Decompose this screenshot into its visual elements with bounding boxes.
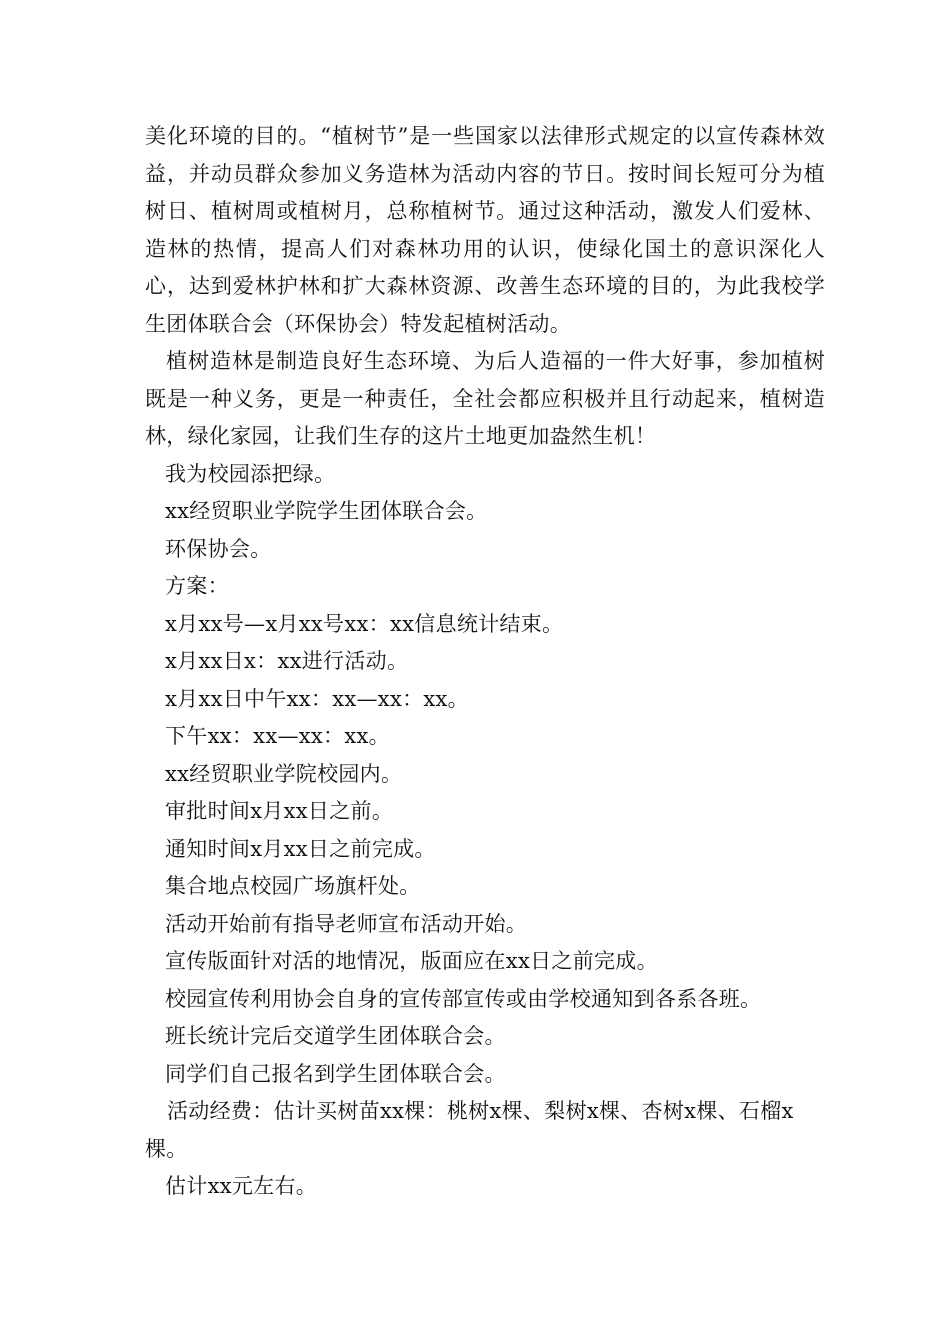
line-organizer: xx经贸职业学院学生团体联合会。 [165, 499, 488, 523]
line-activity-date: x月xx日x：xx进行活动。 [165, 649, 409, 673]
paragraph-appeal: 植树造林是制造良好生态环境、为后人造福的一件大好事，参加植树既是一种义务，更是一种责任，全社会都应积极并且行动起来，植树造林，绿化家园，让我们生存的这片土地更加盎然生机！ [145, 349, 825, 448]
paragraph-intro: 美化环境的目的。“植树节”是一些国家以法律形式规定的以宣传森林效益，并动员群众参加义务造林为活动内容的节日。按时间长短可分为植树日、植树周或植树月，总称植树节。通过这种活动，激发人们爱林、造林的热情，提高人们对森林功用的认识，使绿化国土的意识深化人心，达到爱林护林和扩大森林资源、改善生态环境的目的，为此我校学生团体联合会（环保协会）特发起植树活动。 [145, 124, 825, 336]
line-opening: 活动开始前有指导老师宣布活动开始。 [165, 911, 528, 936]
line-publicity-board: 宣传版面针对活的地情况，版面应在xx日之前完成。 [165, 949, 658, 973]
line-notice-time: 通知时间x月xx日之前完成。 [165, 836, 436, 861]
line-slogan: 我为校园添把绿。 [165, 461, 336, 486]
line-association: 环保协会。 [165, 536, 272, 561]
document-body [145, 118, 825, 1206]
line-afternoon-time: 下午xx：xx—xx：xx。 [165, 724, 390, 748]
line-noon-time: x月xx日中午xx：xx—xx：xx。 [165, 686, 469, 711]
line-plan-heading: 方案： [165, 574, 229, 598]
line-student-signup: 同学们自己报名到学生团体联合会。 [165, 1061, 506, 1086]
line-cost-estimate: 估计xx元左右。 [165, 1174, 318, 1198]
line-location: xx经贸职业学院校园内。 [165, 761, 403, 786]
line-class-monitor: 班长统计完后交道学生团体联合会。 [165, 1024, 506, 1048]
line-campus-publicity: 校园宣传利用协会自身的宣传部宣传或由学校通知到各系各班。 [165, 986, 762, 1011]
paragraph-funding: 活动经费：估计买树苗xx棵：桃树x棵、梨树x棵、杏树x棵、石榴x棵。 [145, 1099, 794, 1161]
line-registration-period: x月xx号—x月xx号xx：xx信息统计结束。 [165, 611, 564, 636]
line-approval-time: 审批时间x月xx日之前。 [165, 799, 394, 823]
line-meeting-point: 集合地点校园广场旗杆处。 [165, 874, 421, 898]
